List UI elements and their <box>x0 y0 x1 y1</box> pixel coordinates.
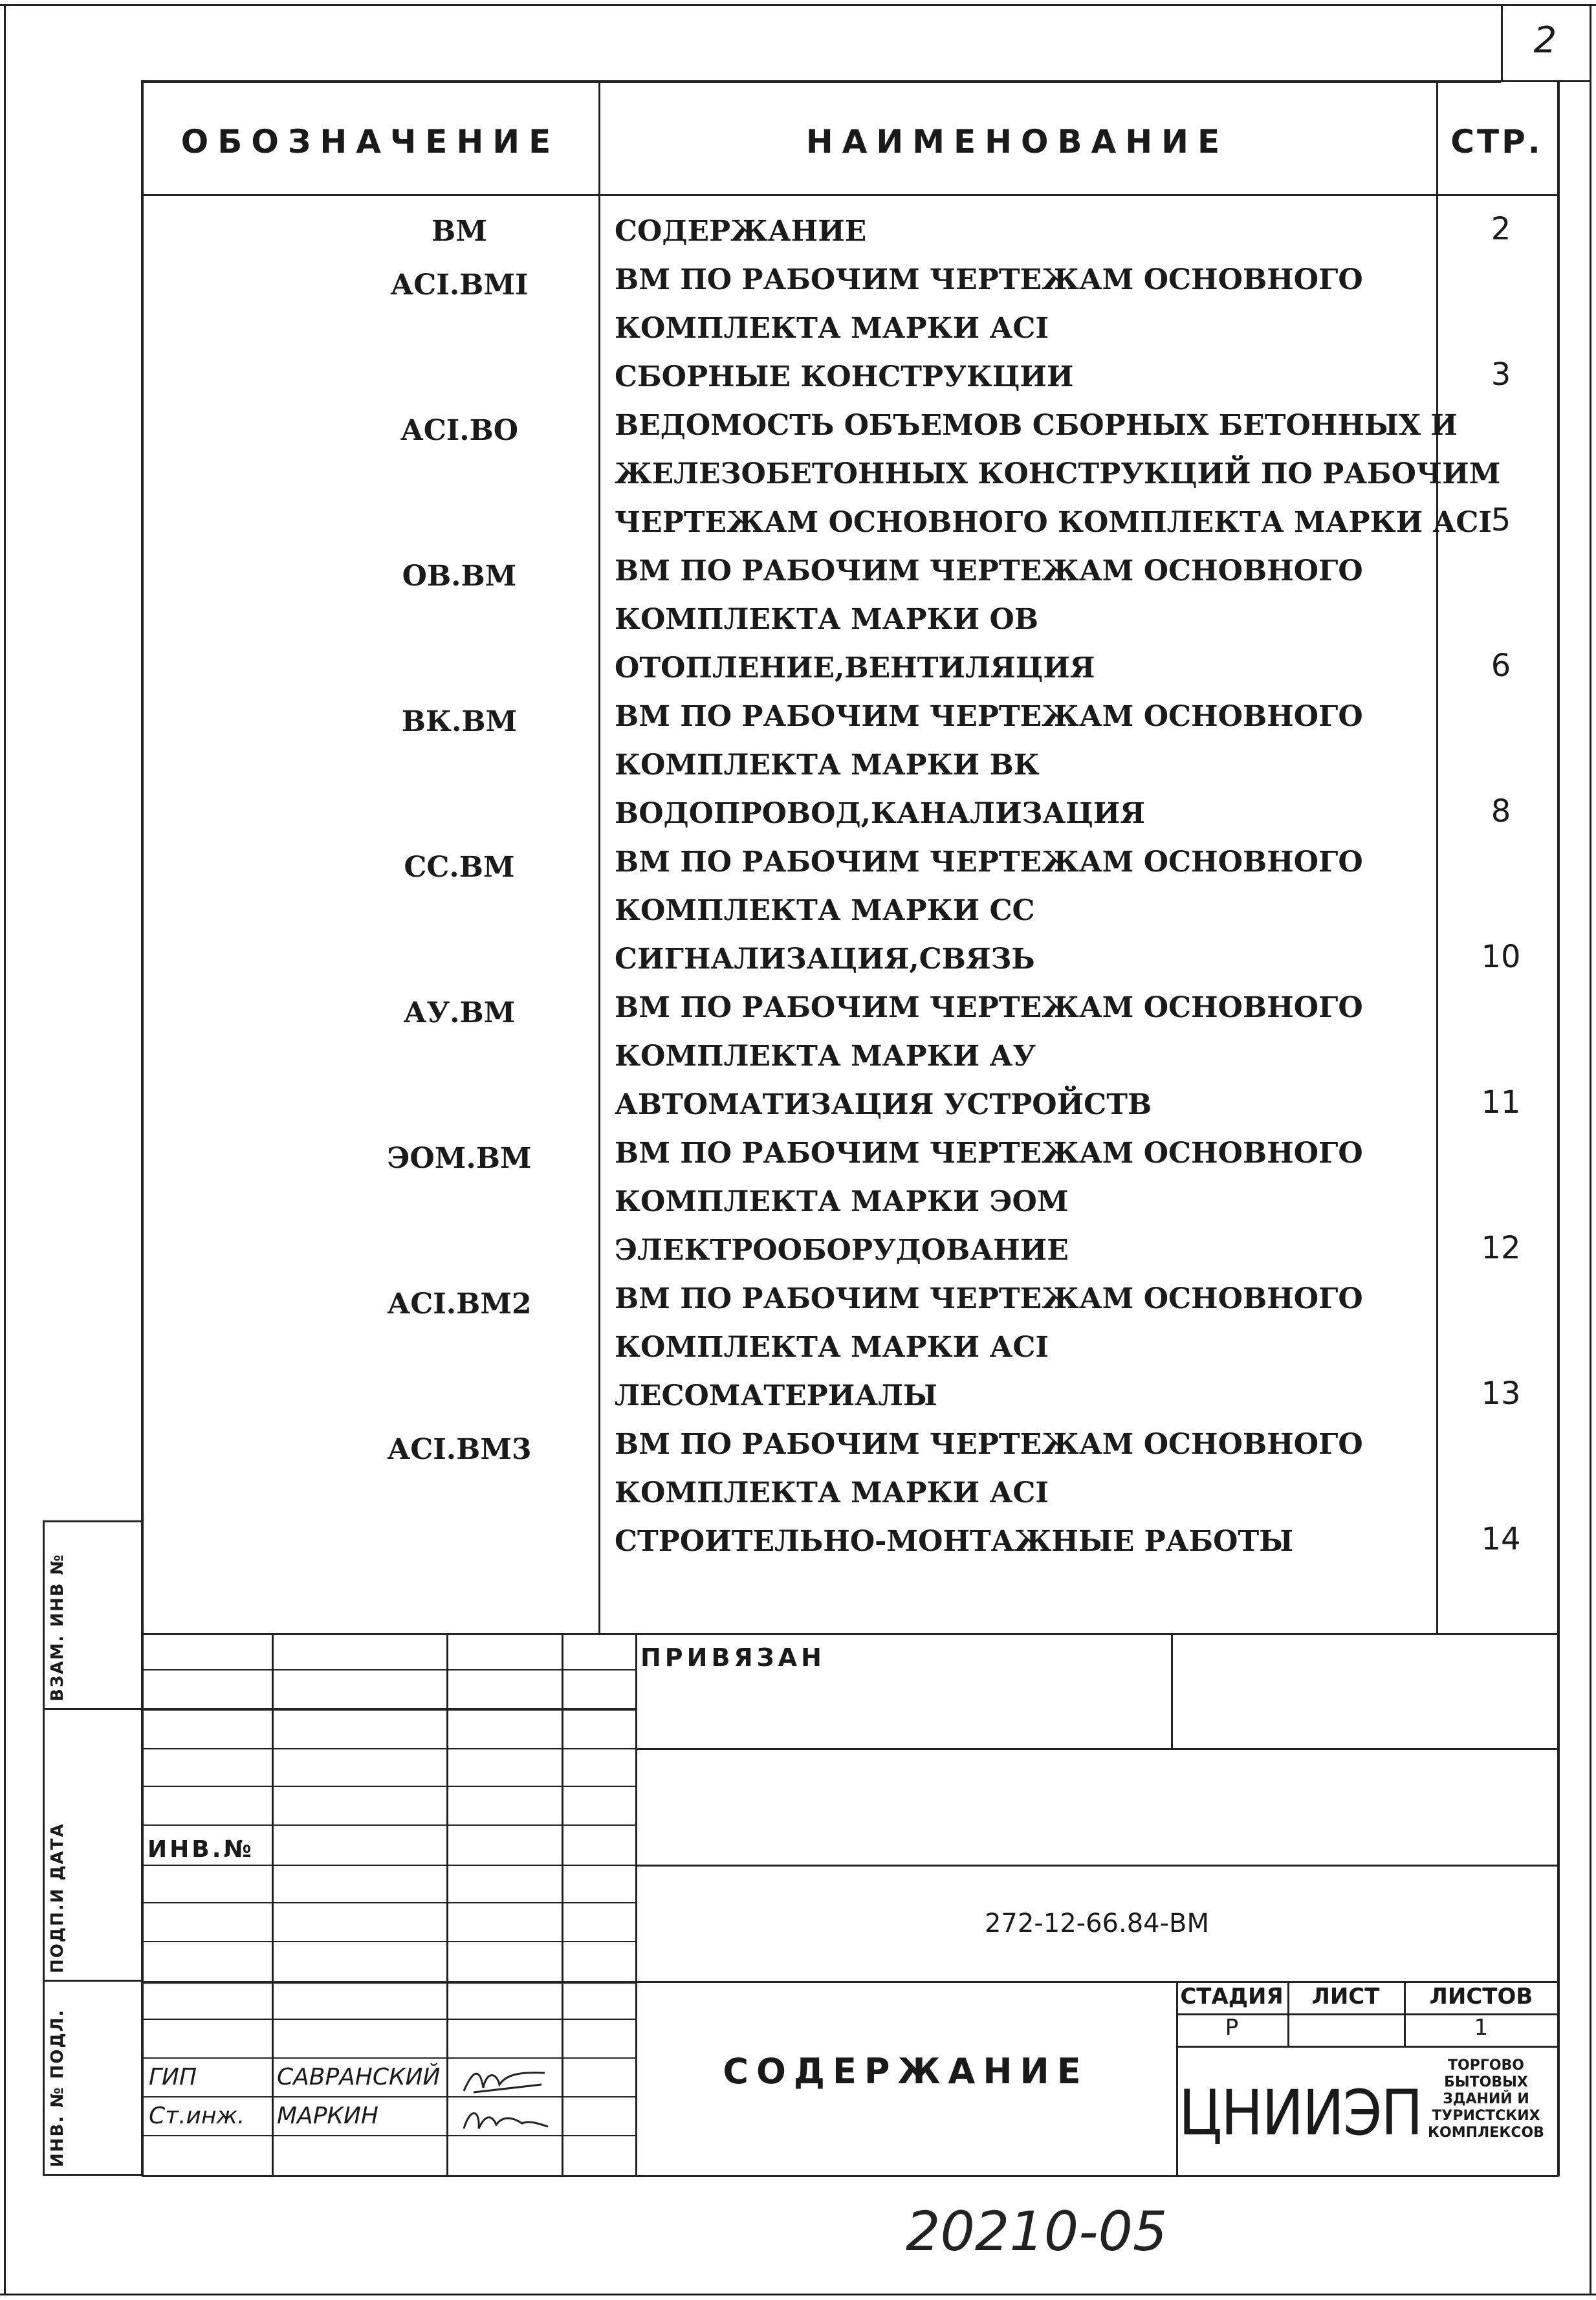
entry-name-line: СТРОИТЕЛЬНО-МОНТАЖНЫЕ РАБОТЫ <box>615 1525 1294 1558</box>
organization-description-line: БЫТОВЫХ <box>1444 2074 1528 2090</box>
entry-page: 10 <box>1481 939 1521 975</box>
entry-code: ВМ <box>432 215 487 248</box>
entry-name-line: СИГНАЛИЗАЦИЯ,СВЯЗЬ <box>615 943 1035 976</box>
organization-logo: ЦНИИЭП <box>1179 2077 1422 2149</box>
stage-label: СТАДИЯ <box>1180 1984 1284 2010</box>
inv-no-label: ИНВ.№ <box>148 1836 254 1863</box>
signer-name: МАРКИН <box>277 2103 378 2129</box>
entry-name-line: КОМПЛЕКТА МАРКИ АСI <box>615 1476 1049 1509</box>
column-header-page: СТР. <box>1450 123 1543 160</box>
entry-page: 6 <box>1491 648 1511 684</box>
signer-role: Ст.инж. <box>149 2103 245 2129</box>
entry-code: ВК.ВМ <box>401 705 518 738</box>
entry-name-line: ЧЕРТЕЖАМ ОСНОВНОГО КОМПЛЕКТА МАРКИ АСI <box>615 506 1492 539</box>
entry-name-line: КОМПЛЕКТА МАРКИ АСI <box>615 312 1049 345</box>
entry-page: 14 <box>1481 1521 1521 1557</box>
sheet-label: ЛИСТ <box>1311 1984 1380 2010</box>
column-header-designation: ОБОЗНАЧЕНИЕ <box>180 123 560 160</box>
entry-page: 2 <box>1491 211 1511 247</box>
entry-page: 11 <box>1481 1084 1521 1121</box>
entry-name-line: ЛЕСОМАТЕРИАЛЫ <box>615 1379 937 1412</box>
signature-icon <box>461 2104 551 2136</box>
organization-description <box>1416 2057 1557 2141</box>
sheet-corner-number: 2 <box>1533 19 1557 61</box>
stage-value: Р <box>1225 2015 1239 2041</box>
entry-name-line: ВМ ПО РАБОЧИМ ЧЕРТЕЖАМ ОСНОВНОГО <box>615 554 1363 587</box>
entry-name-line: АВТОМАТИЗАЦИЯ УСТРОЙСТВ <box>615 1088 1152 1121</box>
entry-code: АСI.ВО <box>400 414 519 447</box>
entry-page: 12 <box>1481 1230 1521 1266</box>
entry-name-line: СБОРНЫЕ КОНСТРУКЦИИ <box>615 360 1074 393</box>
side-label-inv: ИНВ. № ПОДЛ. <box>48 2008 67 2167</box>
entry-page: 8 <box>1491 793 1511 829</box>
entry-code: АСI.ВМ2 <box>387 1287 532 1320</box>
entry-name-line: ВМ ПО РАБОЧИМ ЧЕРТЕЖАМ ОСНОВНОГО <box>615 263 1363 296</box>
entry-name-line: КОМПЛЕКТА МАРКИ АУ <box>615 1040 1036 1073</box>
side-label-vzam: ВЗАМ. ИНВ № <box>48 1553 67 1702</box>
entry-name-line: СОДЕРЖАНИЕ <box>615 215 867 248</box>
entry-name-line: ОТОПЛЕНИЕ,ВЕНТИЛЯЦИЯ <box>615 652 1095 685</box>
entry-name-line: КОМПЛЕКТА МАРКИ СС <box>615 894 1035 927</box>
entry-name-line: КОМПЛЕКТА МАРКИ ОВ <box>615 603 1039 636</box>
entry-name-line: КОМПЛЕКТА МАРКИ ЭОМ <box>615 1185 1069 1218</box>
side-label-podp: ПОДП.И ДАТА <box>48 1823 67 1973</box>
organization-description-line: ЗДАНИЙ И <box>1443 2091 1529 2107</box>
entry-name-line: ВМ ПО РАБОЧИМ ЧЕРТЕЖАМ ОСНОВНОГО <box>615 1428 1363 1461</box>
organization-description-line: ТОРГОВО <box>1447 2057 1525 2074</box>
signer-role: ГИП <box>149 2064 197 2090</box>
entry-page: 13 <box>1481 1375 1521 1412</box>
entry-name-line: ЖЕЛЕЗОБЕТОННЫХ КОНСТРУКЦИЙ ПО РАБОЧИМ <box>615 457 1501 490</box>
column-header-name: НАИМЕНОВАНИЕ <box>805 123 1229 160</box>
entry-name-line: ВМ ПО РАБОЧИМ ЧЕРТЕЖАМ ОСНОВНОГО <box>615 846 1363 879</box>
entry-code: СС.ВМ <box>404 851 515 884</box>
entry-code: АСI.ВМ3 <box>387 1433 532 1466</box>
entry-page: 3 <box>1491 356 1511 393</box>
organization-description-line: КОМПЛЕКСОВ <box>1428 2125 1544 2141</box>
entry-name-line: ВМ ПО РАБОЧИМ ЧЕРТЕЖАМ ОСНОВНОГО <box>615 1137 1363 1170</box>
organization-description-line: ТУРИСТСКИХ <box>1432 2108 1540 2124</box>
signer-name: САВРАНСКИЙ <box>277 2064 441 2090</box>
entry-name-line: КОМПЛЕКТА МАРКИ АСI <box>615 1331 1049 1364</box>
privyazan-label: ПРИВЯЗАН <box>640 1643 825 1672</box>
entry-page: 5 <box>1491 502 1511 538</box>
entry-name-line: ВОДОПРОВОД,КАНАЛИЗАЦИЯ <box>615 797 1146 830</box>
document-code: 272-12-66.84-ВМ <box>984 1909 1209 1938</box>
entry-code: ЭОМ.ВМ <box>387 1142 532 1175</box>
entry-name-line: ВМ ПО РАБОЧИМ ЧЕРТЕЖАМ ОСНОВНОГО <box>615 1282 1363 1315</box>
archive-number: 20210-05 <box>906 2200 1168 2263</box>
entry-name-line: ВМ ПО РАБОЧИМ ЧЕРТЕЖАМ ОСНОВНОГО <box>615 700 1363 733</box>
sheets-label: ЛИСТОВ <box>1429 1984 1533 2010</box>
entry-code: АСI.ВМI <box>390 268 529 301</box>
entry-name-line: ЭЛЕКТРООБОРУДОВАНИЕ <box>615 1234 1069 1267</box>
sheets-value: 1 <box>1474 2015 1489 2041</box>
entry-code: ОВ.ВМ <box>402 560 517 593</box>
entry-name-line: ВМ ПО РАБОЧИМ ЧЕРТЕЖАМ ОСНОВНОГО <box>615 991 1363 1024</box>
entry-code: АУ.ВМ <box>403 996 516 1029</box>
document-title: СОДЕРЖАНИЕ <box>723 2051 1089 2092</box>
entry-name-line: ВЕДОМОСТЬ ОБЪЕМОВ СБОРНЫХ БЕТОННЫХ И <box>615 409 1458 442</box>
signature-icon <box>461 2065 551 2097</box>
entry-name-line: КОМПЛЕКТА МАРКИ ВК <box>615 749 1040 782</box>
